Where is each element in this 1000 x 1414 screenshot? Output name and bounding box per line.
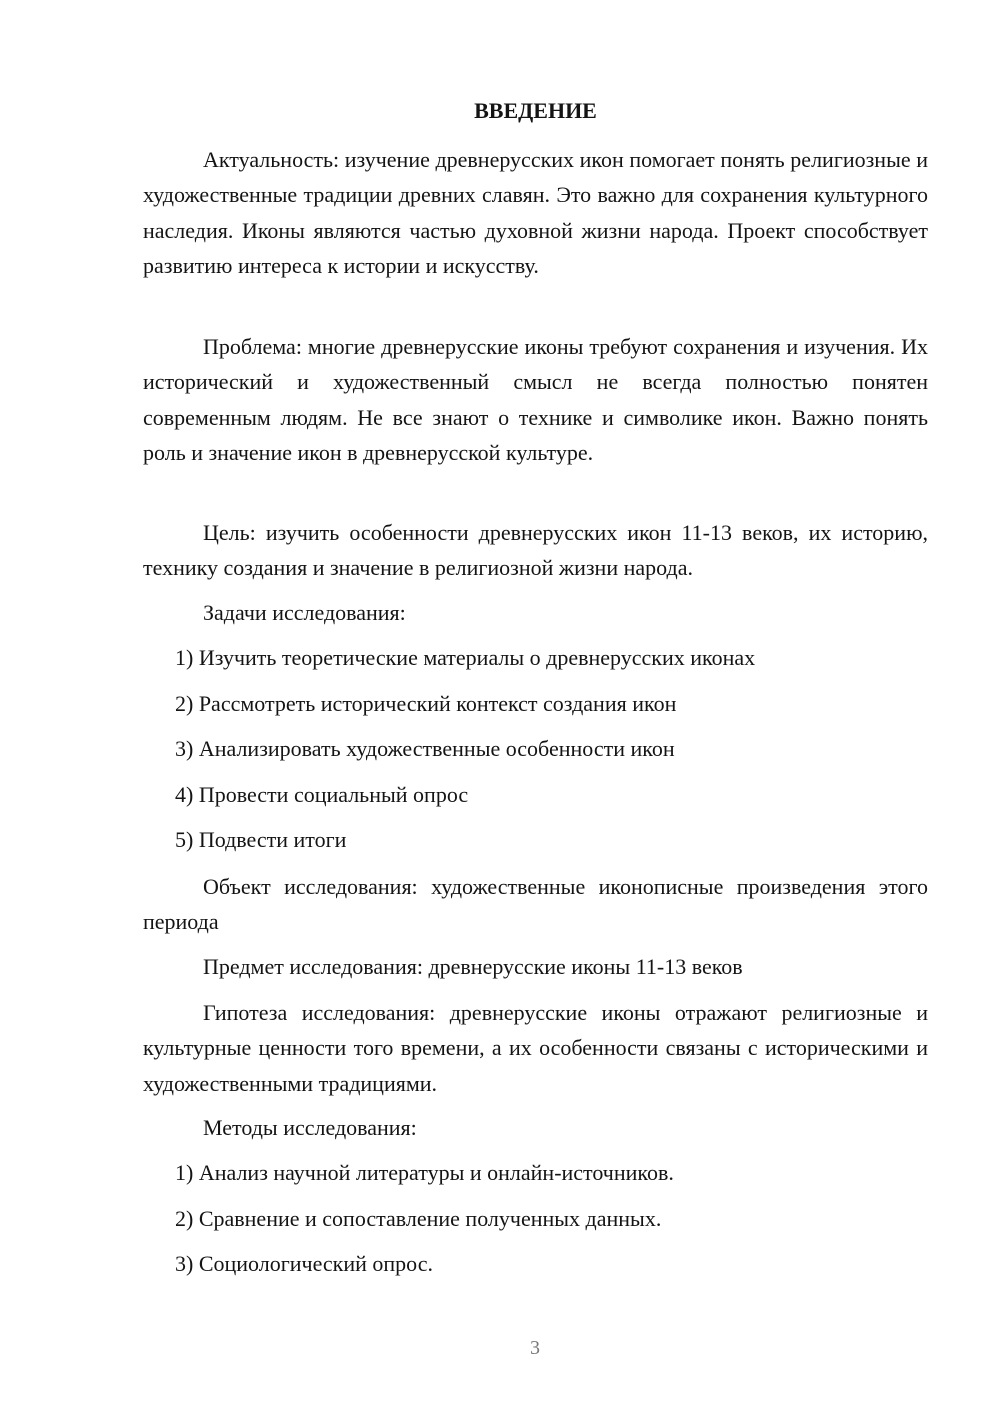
method-item: 2) Сравнение и сопоставление полученных данных. [175, 1206, 662, 1231]
task-item: 5) Подвести итоги [175, 827, 347, 852]
section-heading: ВВЕДЕНИЕ [474, 98, 597, 123]
methods-title: Методы исследования: [203, 1115, 417, 1140]
task-item: 4) Провести социальный опрос [175, 782, 469, 807]
paragraph-object: Объект исследования: художественные иконописные произведения этого периода [143, 874, 928, 935]
paragraph-relevance: Актуальность: изучение древнерусских икон помогает понять религиозные и художественные традиции древних славян. Это важно для сохранения культурного наследия. Иконы являются частью духовной жизни народа. Проект способствует развитию интереса к истории и искусству. [143, 147, 928, 279]
paragraph-problem: Проблема: многие древнерусские иконы требуют сохранения и изучения. Их исторический и художественный смысл не всегда полностью понятен современным людям. Не все знают о технике и символике икон. Важно понять роль и значение икон в древнерусской культуре. [143, 334, 928, 466]
task-item: 3) Анализировать художественные особенности икон [175, 736, 675, 761]
method-item: 1) Анализ научной литературы и онлайн-источников. [175, 1160, 674, 1185]
page-number: 3 [530, 1337, 540, 1359]
paragraph-goal: Цель: изучить особенности древнерусских икон 11-13 веков, их историю, технику создания и значение в религиозной жизни народа. [143, 520, 928, 581]
paragraph-hypothesis: Гипотеза исследования: древнерусские иконы отражают религиозные и культурные ценности того времени, а их особенности связаны с историческими и художественными традициями. [143, 1000, 928, 1096]
tasks-title: Задачи исследования: [203, 600, 406, 625]
method-item: 3) Социологический опрос. [175, 1251, 433, 1276]
task-item: 1) Изучить теоретические материалы о древнерусских иконах [175, 645, 756, 670]
paragraph-subject: Предмет исследования: древнерусские иконы 11-13 веков [203, 954, 743, 979]
task-item: 2) Рассмотреть исторический контекст создания икон [175, 691, 677, 716]
